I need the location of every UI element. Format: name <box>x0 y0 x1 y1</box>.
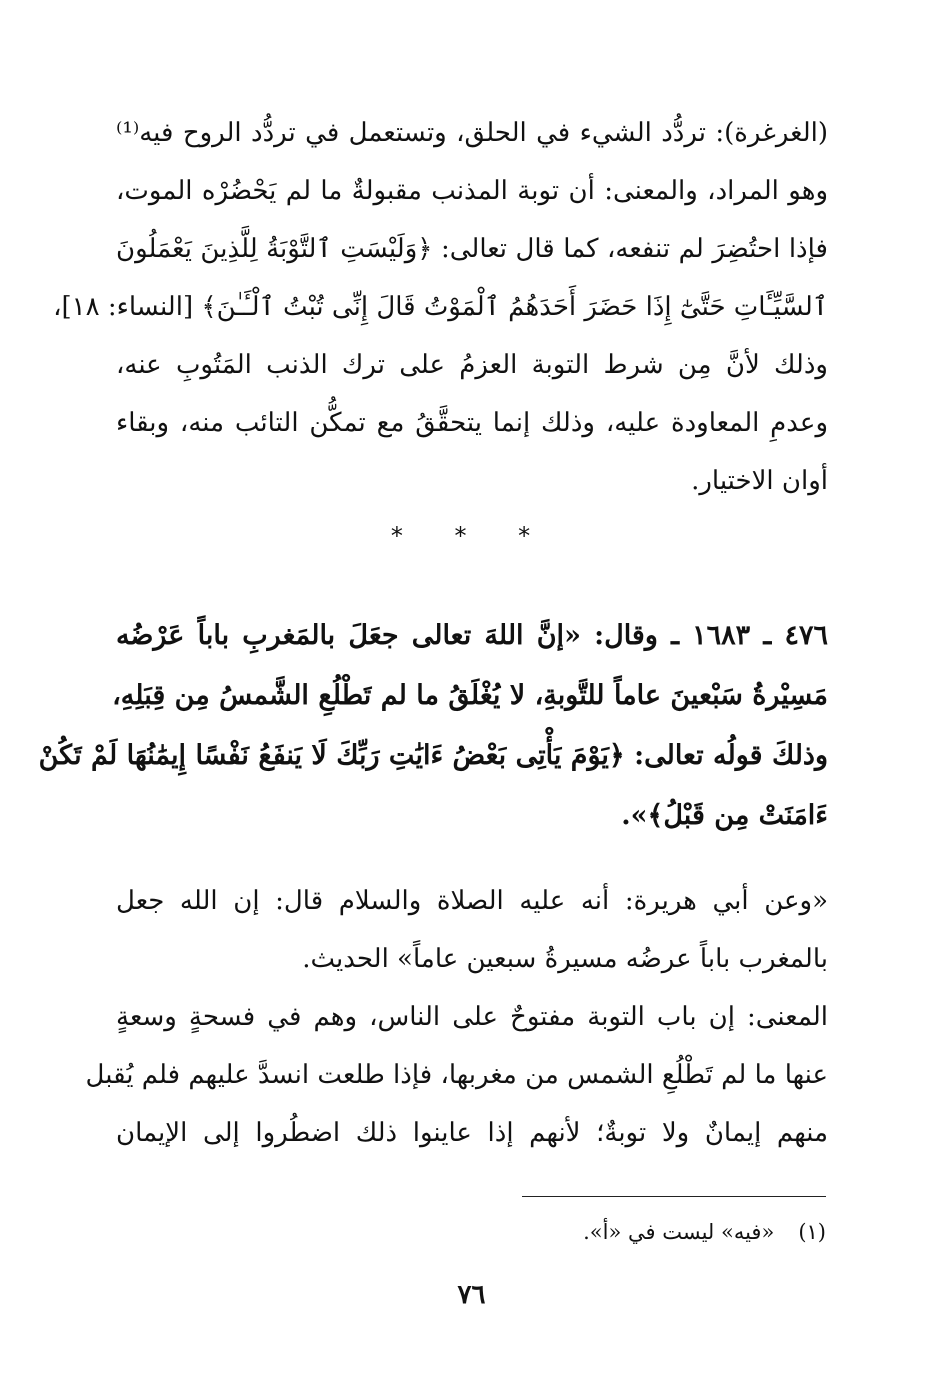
text-line: أوان الاختيار. <box>691 466 828 496</box>
text-line: ٱلسَّيِّـَٔاتِ حَتَّىٰٓ إِذَا حَضَرَ أَحَدَهُمُ ٱلْمَوْتُ قَالَ إِنِّى تُبْتُ ٱلْـَٔـٰنَ﴾ [النساء: ١٨]، <box>53 292 828 322</box>
commentary-paragraph <box>53 104 828 510</box>
text-line: بالمغرب باباً عرضُه مسيرةُ سبعين عاماً» الحديث. <box>302 944 828 974</box>
hadith-text <box>38 606 828 846</box>
footnote <box>116 1212 826 1252</box>
text-line: فإذا احتُضِرَ لم تنفعه، كما قال تعالى: ﴿وَلَيْسَتِ ٱلتَّوْبَةُ لِلَّذِينَ يَعْمَلُونَ <box>116 234 828 264</box>
hadith-line: وذلكَ قولُه تعالى: ﴿يَوْمَ يَأْتِى بَعْضُ ءَايَٰتِ رَبِّكَ لَا يَنفَعُ نَفْسًا إِيمَٰنُهَا لَمْ تَكُنْ <box>38 740 828 771</box>
meaning-paragraph <box>85 988 828 1162</box>
hadith-line: ءَامَنَتْ مِن قَبْلُ﴾». <box>621 800 828 831</box>
text-line: وذلك لأنَّ مِن شرط التوبة العزمُ على ترك الذنب المَتُوبِ عنه، <box>116 350 828 380</box>
narration-paragraph <box>116 872 828 988</box>
section-separator: * * * <box>390 522 553 550</box>
footnote-text: «فيه» ليست في «أ». <box>583 1220 775 1244</box>
text-line: المعنى: إن باب التوبة مفتوحٌ على الناس، وهم في فسحةٍ وسعةٍ <box>116 1002 828 1032</box>
page-number: ٧٦ <box>457 1280 486 1310</box>
text-line: عنها ما لم تَطْلُعِ الشمس من مغربها، فإذا طلعت انسدَّ عليهم فلم يُقبل <box>85 1060 828 1090</box>
hadith-line: مَسِيْرةُ سَبْعينَ عاماً للتَّوبةِ، لا يُغْلَقُ ما لم تَطْلُعِ الشَّمسُ مِن قِبَلِهِ، <box>112 680 828 711</box>
hadith-line: ٤٧٦ ـ ١٦٨٣ ـ وقال: «إنَّ اللهَ تعالى جعَلَ بالمَغربِ باباً عَرْضُه <box>116 620 828 651</box>
text-line: وهو المراد، والمعنى: أن توبة المذنب مقبولةٌ ما لم يَحْضُرْه الموت، <box>116 176 828 206</box>
text-line: (الغرغرة): تردُّد الشيء في الحلق، وتستعمل في تردُّد الروح فيه⁽¹⁾ <box>116 118 828 148</box>
text-line: وعدمِ المعاودة عليه، وذلك إنما يتحقَّقُ مع تمكُّن التائب منه، وبقاء <box>116 408 828 438</box>
footnote-number: (١) <box>798 1220 826 1244</box>
text-line: «وعن أبي هريرة: أنه عليه الصلاة والسلام قال: إن الله جعل <box>116 886 828 916</box>
footnote-divider <box>522 1196 826 1197</box>
text-line: منهم إيمانٌ ولا توبةٌ؛ لأنهم إذا عاينوا ذلك اضطُروا إلى الإيمان <box>116 1118 828 1148</box>
